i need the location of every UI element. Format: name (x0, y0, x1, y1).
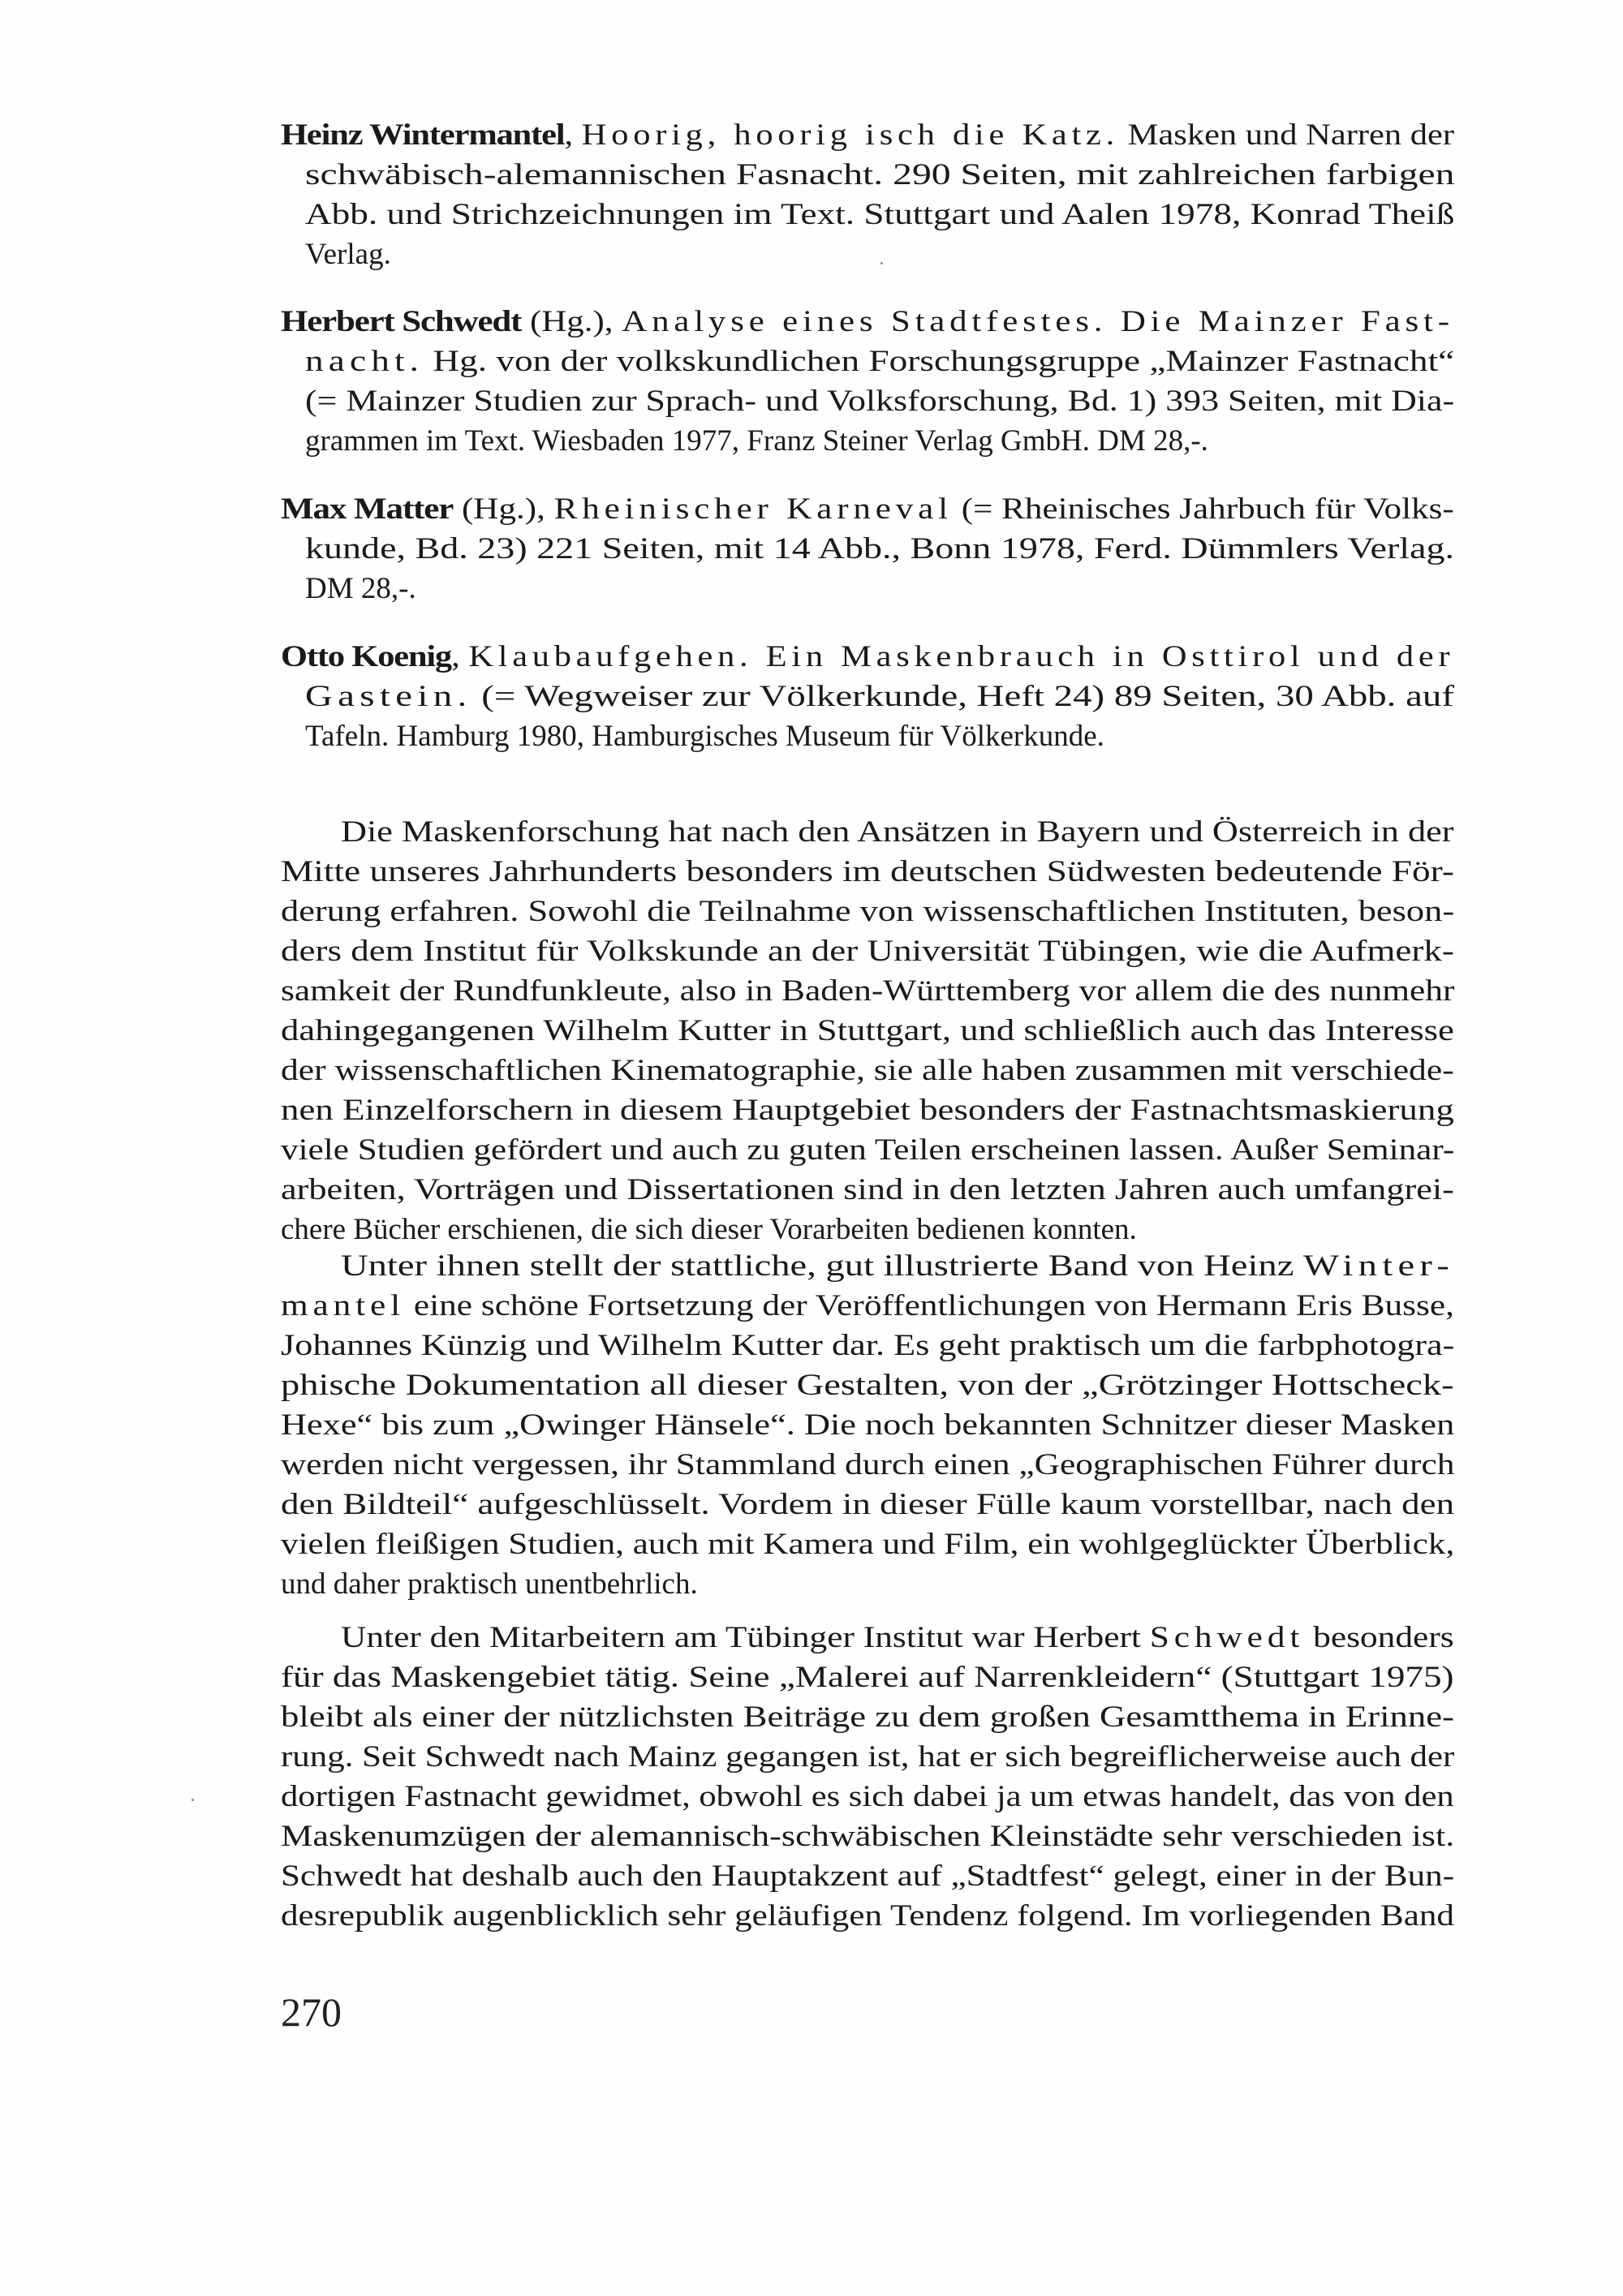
text-run: Hexe“ bis zum „Owinger Hänsele“. Die noch bekannten Schnitzer dieser Masken (281, 1408, 1455, 1442)
text-run: den Bildteil“ aufgeschlüsselt. Vordem in dieser Fülle kaum vorstellbar, nach den (281, 1488, 1455, 1521)
text-run: grammen im Text. Wiesbaden 1977, Franz Steiner Verlag GmbH. DM 28,-. (305, 424, 1208, 458)
bibliography-entry-line (281, 303, 1454, 342)
bibliography-entry-line (281, 116, 1454, 155)
scan-speck (880, 262, 883, 264)
text-run: besonders (1304, 1621, 1454, 1654)
spaced-title: mantel (281, 1289, 406, 1322)
paragraph-line (281, 1698, 1454, 1737)
paragraph-line (281, 1565, 698, 1604)
spaced-title: Gastein. (305, 680, 472, 713)
text-run: , (564, 118, 582, 152)
bibliography-entry-line (305, 156, 1454, 195)
text-run: dortigen Fastnacht gewidmet, obwohl es sich dabei ja um etwas handelt, das von den (281, 1780, 1454, 1813)
paragraph-line (281, 1171, 1454, 1210)
bibliography-entry-line (281, 638, 1454, 677)
text-run: bleibt als einer der nützlichsten Beiträge zu dem großen Gesamtthema in Erinne- (281, 1701, 1454, 1734)
text-run: kunde, Bd. 23) 221 Seiten, mit 14 Abb., Bonn 1978, Ferd. Dümmlers Verlag. (305, 532, 1455, 565)
text-run: Maskenumzügen der alemannisch-schwäbischen Kleinstädte sehr verschieden ist. (281, 1820, 1455, 1853)
paragraph-line (281, 932, 1454, 971)
text-run: dahingegangenen Wilhelm Kutter in Stuttgart, und schließlich auch das Interesse (281, 1014, 1454, 1047)
text-run: eine schöne Fortsetzung der Veröffentlichungen von Hermann Eris Busse, (405, 1289, 1454, 1322)
paragraph-line (281, 1326, 1454, 1365)
author-name: Herbert Schwedt (281, 305, 522, 338)
author-name: Heinz Wintermantel (281, 118, 565, 152)
text-run: rung. Seit Schwedt nach Mainz gegangen ist, hat er sich begreiflicherweise auch der (281, 1740, 1455, 1774)
page-number: 270 (281, 1989, 342, 2035)
paragraph-line (281, 1738, 1454, 1777)
bibliography-entry-line (305, 196, 1454, 234)
text-run: Abb. und Strichzeichnungen im Text. Stuttgart und Aalen 1978, Konrad Theiß (305, 198, 1455, 231)
paragraph-line (281, 892, 1454, 931)
paragraph-line (281, 1406, 1454, 1445)
paragraph-line (281, 1131, 1454, 1170)
text-run: Schwedt hat deshalb auch den Hauptakzent auf „Stadtfest“ gelegt, einer in der Bun- (281, 1860, 1455, 1893)
paragraph-line (281, 1897, 1454, 1936)
text-run: werden nicht vergessen, ihr Stammland durch einen „Geographischen Führer durch (281, 1448, 1455, 1481)
spaced-title: Rheinischer Karneval (553, 492, 953, 526)
bibliography-entry-line (305, 382, 1454, 421)
text-run: Hg. von der volkskundlichen Forschungsgruppe „Mainzer Fastnacht“ (424, 345, 1455, 378)
text-run: derung erfahren. Sowohl die Teilnahme von wissenschaftlichen Instituten, beson- (281, 895, 1455, 928)
bibliography-entry-line (305, 342, 1454, 381)
text-run: phische Dokumentation all dieser Gestalten, von der „Grötzinger Hottscheck- (281, 1369, 1454, 1402)
paragraph-line (281, 1446, 1454, 1485)
spaced-title: nacht. (305, 345, 424, 378)
text-run: (= Wegweiser zur Völkerkunde, Heft 24) 89 Seiten, 30 Abb. auf (471, 680, 1454, 713)
paragraph-line (281, 972, 1454, 1011)
paragraph-line (341, 1247, 1454, 1286)
spaced-title: Schwedt (1149, 1621, 1305, 1654)
paragraph-line (281, 1366, 1454, 1405)
bibliography-entry-line (305, 677, 1454, 716)
paragraph-line (281, 1287, 1454, 1326)
paragraph-line (281, 1658, 1454, 1697)
text-run: nen Einzelforschern in diesem Hauptgebiet besonders der Fastnachtsmaskierung (281, 1094, 1454, 1127)
text-run: (Hg.), (453, 492, 554, 526)
text-run: Die Maskenforschung hat nach den Ansätzen in Bayern und Österreich in der (341, 815, 1454, 849)
author-name: Max Matter (281, 492, 454, 526)
scan-speck (192, 1799, 194, 1801)
text-run: ders dem Institut für Volkskunde an der Universität Tübingen, wie die Aufmerk- (281, 935, 1454, 968)
text-run: samkeit der Rundfunkleute, also in Baden-Württemberg vor allem die des nunmehr (281, 974, 1455, 1008)
paragraph-line (341, 1619, 1454, 1658)
text-run: Masken und Narren der (1119, 118, 1455, 152)
paragraph-line (281, 1778, 1454, 1817)
bibliography-entry-line (305, 422, 1208, 461)
paragraph-line (281, 853, 1454, 892)
paragraph-line (281, 1486, 1454, 1524)
bibliography-entry-line (281, 490, 1454, 529)
paragraph-line (281, 1051, 1454, 1090)
paragraph-line (281, 1012, 1454, 1051)
spaced-title: Hoorig, hoorig isch die Katz. (581, 118, 1120, 152)
text-run: der wissenschaftlichen Kinematographie, sie alle haben zusammen mit verschiede- (281, 1054, 1454, 1087)
paragraph-line (281, 1525, 1454, 1564)
text-run: chere Bücher erschienen, die sich dieser Vorarbeiten bedienen konnten. (281, 1213, 1137, 1246)
text-run: schwäbisch-alemannischen Fasnacht. 290 Seiten, mit zahlreichen farbigen (305, 158, 1455, 191)
spaced-title: Analyse eines Stadtfestes. Die Mainzer Fast- (622, 305, 1454, 338)
text-run: (= Rheinisches Jahrbuch für Volks- (952, 492, 1454, 526)
text-run: und daher praktisch unentbehrlich. (281, 1567, 698, 1601)
text-run: Tafeln. Hamburg 1980, Hamburgisches Museum für Völkerkunde. (305, 720, 1104, 753)
spaced-title: Klaubaufgehen. Ein Maskenbrauch in Osttirol und der (468, 640, 1455, 673)
bibliography-entry-line (305, 530, 1454, 569)
text-run: , (451, 640, 469, 673)
text-run: Verlag. (305, 238, 391, 271)
bibliography-entry-line (305, 717, 1104, 756)
text-run: für das Maskengebiet tätig. Seine „Malerei auf Narrenkleidern“ (Stuttgart 1975) (281, 1661, 1454, 1694)
text-run: desrepublik augenblicklich sehr geläufigen Tendenz folgend. Im vorliegenden Band (281, 1899, 1454, 1933)
text-run: Unter ihnen stellt der stattliche, gut illustrierte Band von Heinz (341, 1249, 1304, 1283)
paragraph-line (281, 1817, 1454, 1856)
text-run: arbeiten, Vorträgen und Dissertationen sind in den letzten Jahren auch umfangrei- (281, 1173, 1454, 1206)
bibliography-entry-line (305, 235, 391, 274)
text-run: vielen fleißigen Studien, auch mit Kamera und Film, ein wohlgeglückter Überblick, (281, 1528, 1455, 1561)
spaced-title: Winter- (1303, 1249, 1455, 1283)
text-run: (Hg.), (521, 305, 622, 338)
paragraph-line (281, 1091, 1454, 1130)
bibliography-entry-line (305, 570, 416, 608)
text-run: Unter den Mitarbeitern am Tübinger Institut war Herbert (341, 1621, 1150, 1654)
text-run: viele Studien gefördert und auch zu guten Teilen erscheinen lassen. Außer Seminar- (281, 1133, 1455, 1167)
paragraph-line (341, 813, 1454, 852)
author-name: Otto Koenig (281, 640, 452, 673)
text-run: (= Mainzer Studien zur Sprach- und Volksforschung, Bd. 1) 393 Seiten, mit Dia- (305, 385, 1455, 418)
paragraph-line (281, 1210, 1137, 1249)
paragraph-line (281, 1857, 1454, 1896)
text-run: DM 28,-. (305, 572, 416, 605)
text-run: Mitte unseres Jahrhunderts besonders im deutschen Südwesten bedeutende För- (281, 855, 1454, 888)
text-run: Johannes Künzig und Wilhelm Kutter dar. Es geht praktisch um die farbphotogra- (281, 1329, 1455, 1362)
